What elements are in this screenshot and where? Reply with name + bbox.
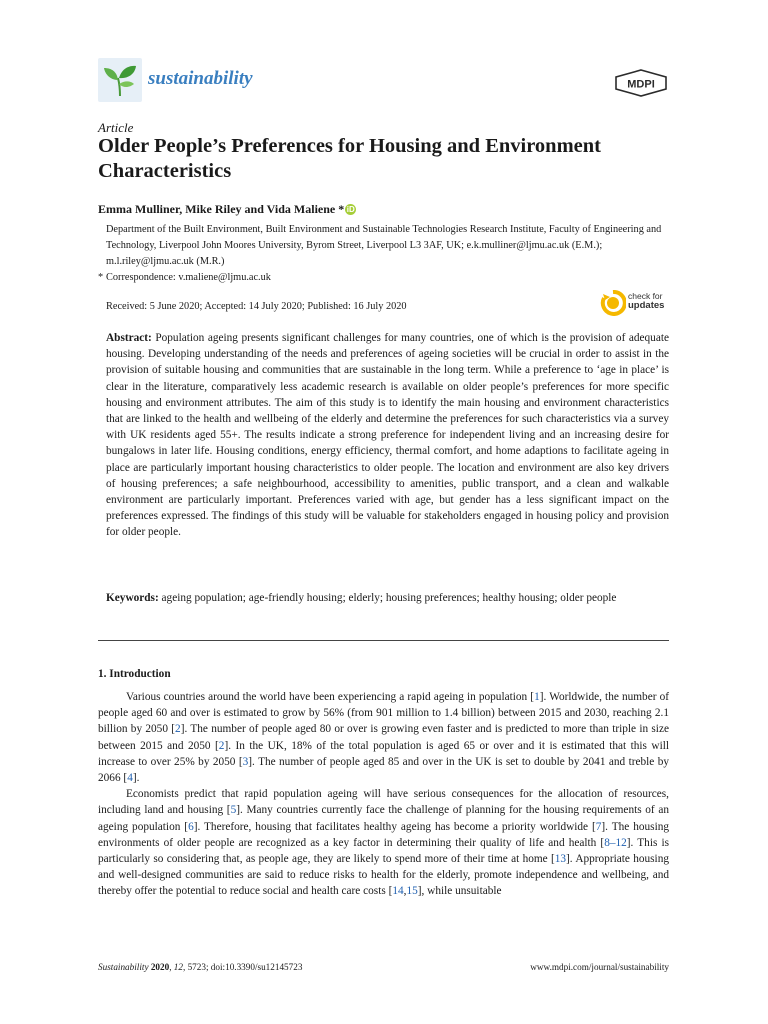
citation-link[interactable]: 13 — [554, 853, 567, 866]
mdpi-hexagon-icon — [612, 68, 670, 98]
citation-link[interactable]: 6 — [188, 820, 194, 833]
citation-link[interactable]: 3 — [242, 755, 249, 768]
citation-link[interactable]: 4 — [127, 772, 133, 785]
citation-link[interactable]: 15 — [406, 885, 418, 898]
author-names[interactable]: Emma Mulliner, Mike Riley and Vida Maliene * — [98, 202, 345, 216]
text-run: ]. Many countries currently face the challenge of planning for the housing requirements of an ageing population [ — [98, 804, 669, 833]
keywords — [106, 590, 669, 606]
citation-link[interactable]: 14 — [392, 885, 404, 898]
mdpi-logo[interactable] — [612, 68, 670, 103]
footer-citation: Sustainability 2020, 12, 5723; doi:10.3390/su12145723 — [98, 962, 303, 972]
citation-link[interactable]: 1 — [534, 691, 540, 703]
footer-volume: 12 — [173, 962, 183, 972]
intro-paragraph-1 — [98, 689, 669, 786]
text-run: ]. The number of people aged 85 and over in the UK is set to double by 2041 and treble by 2066 [ — [98, 755, 669, 785]
text-run: ]. Therefore, housing that facilitates healthy ageing has become a priority worldwide [ — [193, 820, 596, 833]
intro-paragraph-2 — [98, 786, 669, 899]
check-updates-icon — [600, 290, 626, 316]
correspondence-email[interactable]: Correspondence: v.maliene@ljmu.ac.uk — [106, 272, 271, 283]
abstract — [106, 330, 669, 541]
section-divider — [98, 640, 669, 641]
text-run: ]. This is particularly so considering that, as people age, they are likely to spend more of their time at home [ — [98, 836, 669, 866]
publication-dates: Received: 5 June 2020; Accepted: 14 July 2020; Published: 16 July 2020 — [106, 301, 407, 312]
check-updates-line1: check for — [628, 291, 663, 301]
text-run: ]. Worldwide, the number of people aged 60 and over is estimated to grow by 56% (from 901 million to 1.4 billion) between 2015 and 2030, reaching 2.1 billion by 2050 [ — [98, 691, 669, 736]
affiliation: Department of the Built Environment, Built Environment and Sustainable Technologies Research Institute, Faculty of Engineering and Technology, Liverpool John Moores University, Byrom Street, Liverpool L3 3AF, UK; e.k.mulliner@ljmu.ac.uk (E.M.); m.l.riley@ljmu.ac.uk (M.R.) — [106, 224, 662, 267]
footer-doi[interactable]: , 5723; doi:10.3390/su12145723 — [182, 962, 303, 972]
citation-link[interactable]: 8–12 — [604, 836, 627, 849]
correspondence-mark: * — [98, 272, 104, 283]
text-run: ]. In the UK, 18% of the total population is aged 65 or over and it is estimated that this will increase to over 25% by 2050 [ — [98, 739, 669, 768]
text-run: ], while unsuitable — [417, 885, 502, 898]
check-updates-line2: updates — [628, 300, 665, 311]
journal-name[interactable]: sustainability — [148, 68, 253, 89]
text-run: Various countries around the world have been experiencing a rapid ageing in population [ — [126, 691, 535, 703]
footer-journal: Sustainability — [98, 962, 149, 972]
text-run: Economists predict that rapid population ageing will have serious consequences for the allocation of resources, including land and housing [ — [98, 788, 669, 817]
orcid-icon[interactable]: iD — [346, 205, 355, 214]
correspondence — [98, 270, 271, 286]
section-heading: 1. Introduction — [98, 668, 171, 680]
keywords-label: Keywords: — [106, 592, 159, 604]
text-run: ]. — [132, 772, 140, 785]
publisher-label: MDPI — [627, 78, 655, 91]
text-run: , — [403, 885, 407, 898]
keywords-text: ageing population; age-friendly housing; elderly; housing preferences; healthy housing; older people — [161, 592, 617, 604]
citation-link[interactable]: 2 — [175, 723, 181, 736]
article-title: Older People’s Preferences for Housing and Environment Characteristics — [98, 135, 601, 182]
article-type: Article — [98, 120, 134, 135]
check-updates-label[interactable] — [628, 292, 664, 310]
citation-link[interactable]: 5 — [230, 804, 237, 817]
abstract-text: Population ageing presents significant challenges for many countries, one of which is the provision of adequate housing. Developing understanding of the needs and preferences of ageing societies will be crucial in order to assist in the provision of suitable housing and communities that are sustainable in the long term. While a preference to ‘age in place’ is clear in the literature, comparatively less academic research is available on older people’s preferences for more specific housing and environment attributes. The aim of this study is to identify the main housing and environment characteristics that are linked to the health and wellbeing of the elderly and determine the preferences for such characteristics via a survey with UK residents aged 55+. The results indicate a strong preference for independent living and an increasing desire for bungalows in later life. Housing conditions, energy efficiency, thermal comfort, and home adaptions to facilitate ageing in place are particularly important housing characteristics to older people. The location and environment are also key drivers of housing preferences; a safe neighbourhood, accessibility to amenities, public transport, and a clean and walkable environment are particularly important. Preferences varied with age, but gender has a less significant impact on the preferences expressed. The findings of this study will be valuable for stakeholders engaged in housing policy and provision for older people. — [106, 332, 669, 539]
journal-logo — [98, 58, 142, 102]
text-run: ]. The number of people aged 80 or over is growing even faster and is predicted to more than triple in size between 2015 and 2050 [ — [98, 723, 669, 752]
citation-link[interactable]: 2 — [218, 739, 225, 752]
citation-link[interactable]: 7 — [595, 820, 602, 833]
footer-year: 2020 — [150, 962, 170, 972]
abstract-label: Abstract: — [106, 332, 152, 344]
author-list — [98, 202, 356, 217]
introduction-body — [98, 689, 669, 900]
text-run: ]. The housing environments of older people are recognized as a key factor in determining their quality of life and health [ — [98, 820, 670, 849]
text-run: ]. Appropriate housing and well-designed communities are said to reduce risks to health for the elderly, promote independence and wellbeing, and thereby offer the potential to reduce social and health care costs [ — [98, 853, 669, 898]
sprout-leaf-icon — [98, 58, 142, 102]
footer-url[interactable]: www.mdpi.com/journal/sustainability — [530, 962, 669, 972]
